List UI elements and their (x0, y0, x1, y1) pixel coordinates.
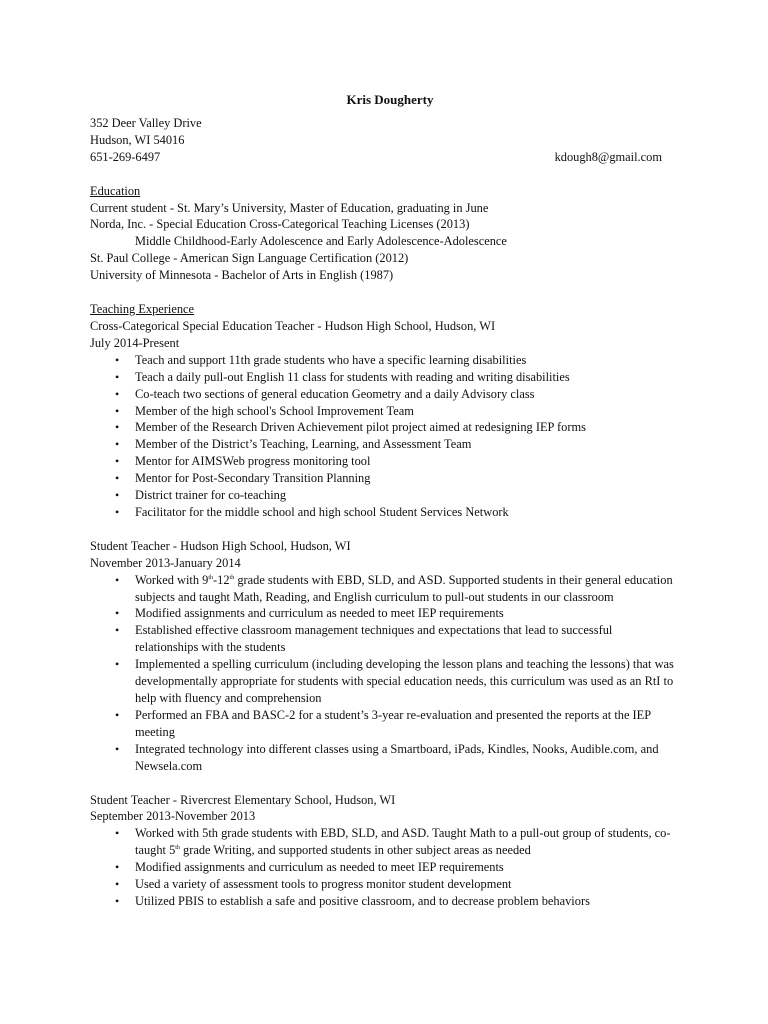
job-bullet: • Co-teach two sections of general education Geometry and a daily Advisory class (90, 386, 675, 403)
job-role: Cross-Categorical Special Education Teacher - Hudson High School, Hudson, WI (90, 318, 496, 333)
job-bullet: • Established effective classroom management techniques and expectations that lead to successful relationships with the students (90, 622, 675, 656)
ordinal-suffix: th (229, 574, 235, 581)
ordinal-suffix: th (208, 574, 214, 581)
job-bullet: • Performed an FBA and BASC-2 for a student’s 3-year re-evaluation and presented the reports at the IEP meeting (90, 707, 675, 741)
resume-name: Kris Dougherty (346, 92, 434, 107)
job-bullet: • Member of the District’s Teaching, Learning, and Assessment Team (90, 436, 675, 453)
job-bullet: • Integrated technology into different classes using a Smartboard, iPads, Kindles, Nooks, Audible.com, and Newsela.com (90, 741, 675, 775)
address-line-2: Hudson, WI 54016 (90, 132, 185, 147)
address-line-1: 352 Deer Valley Drive (90, 115, 202, 130)
resume-page (90, 92, 674, 910)
job-bullet: • Utilized PBIS to establish a safe and positive classroom, and to decrease problem behaviors (90, 893, 675, 910)
contact-row (90, 149, 662, 166)
job-bullet (90, 825, 675, 859)
job-bullet: • Facilitator for the middle school and high school Student Services Network (90, 504, 675, 521)
job-bullet: • Mentor for Post-Secondary Transition Planning (90, 470, 675, 487)
job-dates: July 2014-Present (90, 335, 180, 350)
job-bullet: • Mentor for AIMSWeb progress monitoring tool (90, 453, 675, 470)
education-heading: Education (90, 183, 141, 198)
job-dates: September 2013-November 2013 (90, 809, 256, 824)
experience-heading: Teaching Experience (90, 302, 195, 317)
job-bullet: • Modified assignments and curriculum as needed to meet IEP requirements (90, 605, 675, 622)
job-role: Student Teacher - Hudson High School, Hudson, WI (90, 538, 351, 553)
education-line: Current student - St. Mary’s University, Master of Education, graduating in June (90, 200, 489, 215)
bullet-text: grade students with EBD, SLD, and ASD. Supported students in their general education subjects and taught Math, Reading, and English curriculum to pull-out students in our classroom (135, 572, 673, 604)
job-role: Student Teacher - Rivercrest Elementary School, Hudson, WI (90, 792, 396, 807)
job-bullet-list (90, 352, 670, 521)
job-bullet: • Teach and support 11th grade students who have a specific learning disabilities (90, 352, 675, 369)
phone-number: 651-269-6497 (90, 149, 161, 164)
job-bullet-list (90, 825, 670, 910)
ordinal-suffix: th (175, 845, 180, 852)
email-address: kdough8@gmail.com (554, 149, 662, 164)
job-dates: November 2013-January 2014 (90, 555, 241, 570)
job-bullet: • Modified assignments and curriculum as needed to meet IEP requirements (90, 859, 675, 876)
job-bullet: • Used a variety of assessment tools to progress monitor student development (90, 876, 675, 893)
education-license-detail: Middle Childhood-Early Adolescence and Early Adolescence-Adolescence (135, 234, 507, 249)
job-bullet: • Teach a daily pull-out English 11 class for students with reading and writing disabilities (90, 369, 675, 386)
bullet-text: Worked with 5th grade students with EBD, SLD, and ASD. Taught Math to a pull-out group of students, co-taught 5 (135, 826, 671, 858)
education-line: University of Minnesota - Bachelor of Arts in English (1987) (90, 268, 394, 283)
job-bullet: • Member of the Research Driven Achievement pilot project aimed at redesigning IEP forms (90, 419, 675, 436)
job-bullet: • District trainer for co-teaching (90, 487, 675, 504)
bullet-text: grade Writing, and supported students in other subject areas as needed (179, 843, 531, 858)
bullet-text: -12 (213, 572, 230, 587)
bullet-text: Worked with 9 (135, 572, 209, 587)
education-line: St. Paul College - American Sign Language Certification (2012) (90, 251, 409, 266)
job-bullet (90, 572, 675, 606)
job-bullet: • Implemented a spelling curriculum (including developing the lesson plans and teaching the lessons) that was developmentally appropriate for students with special education needs, this curriculum was used as an RtI to help with fluency and comprehension (90, 656, 675, 707)
job-bullet: • Member of the high school's School Improvement Team (90, 403, 675, 420)
job-bullet-list (90, 572, 674, 775)
education-line: Norda, Inc. - Special Education Cross-Categorical Teaching Licenses (2013) (90, 217, 470, 232)
